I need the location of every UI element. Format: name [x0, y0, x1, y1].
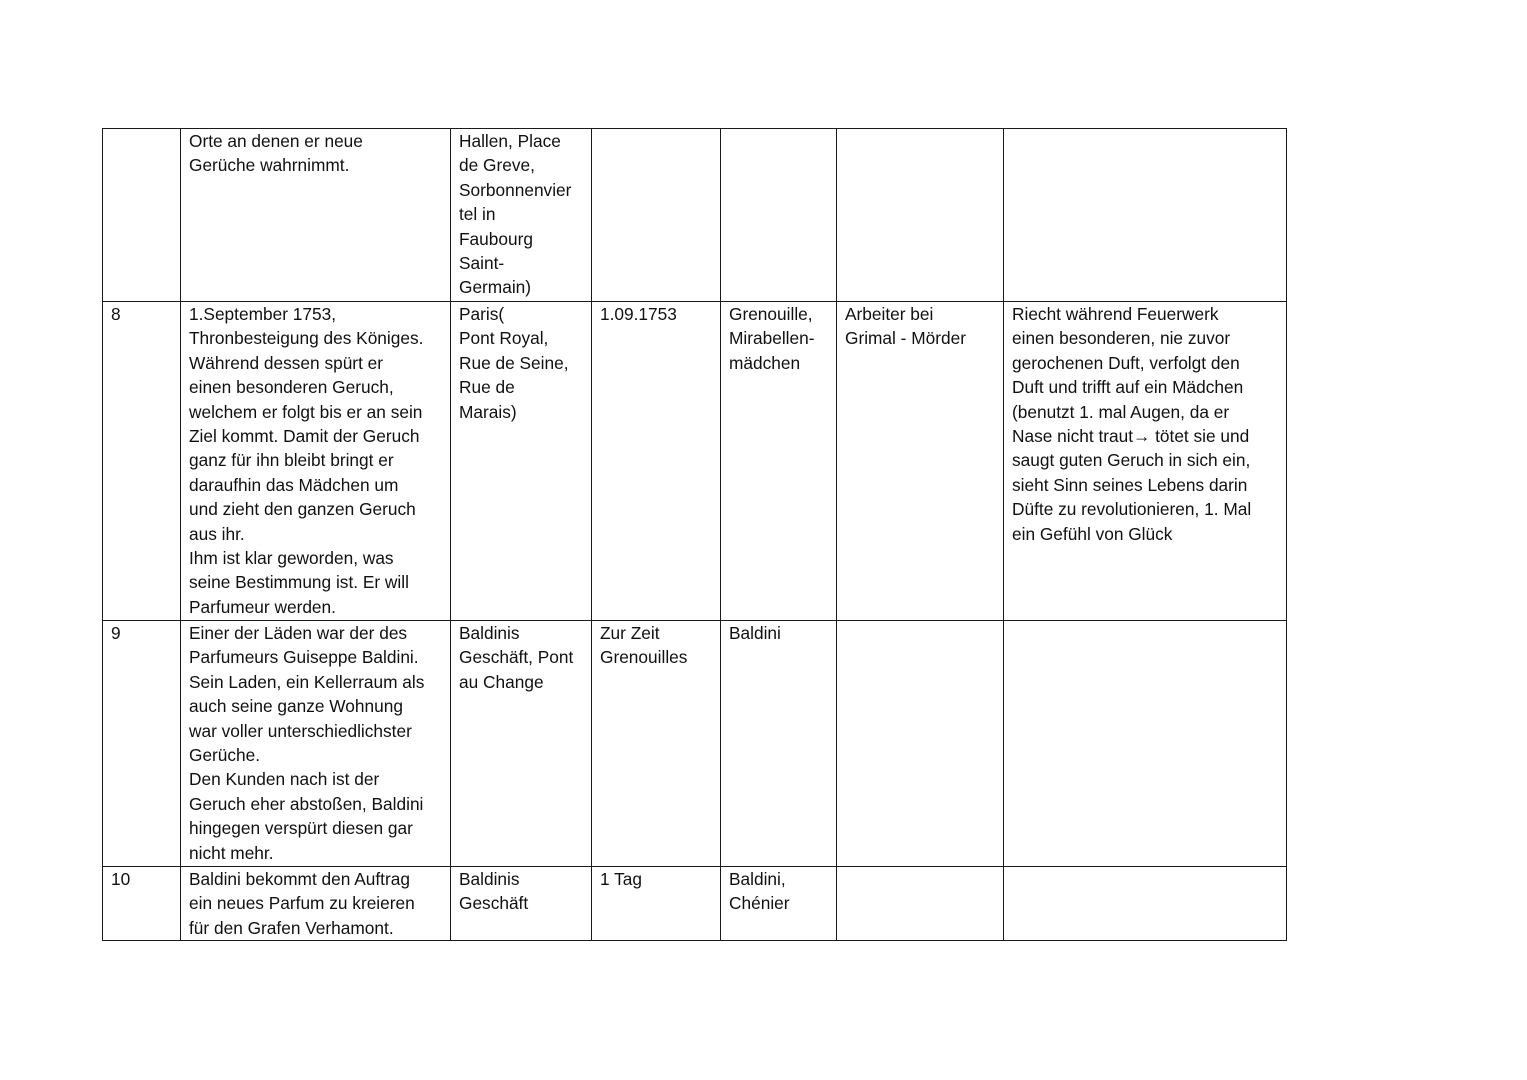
remarks-cell: Riecht während Feuerwerk einen besonderen, nie zuvor gerochenen Duft, verfolgt den Duft und trifft auf ein Mädchen (benutzt 1. mal Augen, da er Nase nicht traut→ tötet sie und saugt guten Geruch in sich ein, sieht Sinn seines Lebens darin Düfte zu revolutionieren, 1. Mal ein Gefühl von Glück: [1004, 302, 1287, 621]
time-cell: Zur Zeit Grenouilles: [592, 621, 721, 867]
location-cell: Hallen, Place de Greve, Sorbonnenvier tel in Faubourg Saint- Germain): [451, 129, 592, 302]
content-cell: 1.September 1753, Thronbesteigung des Königes. Während dessen spürt er einen besonderen Geruch, welchem er folgt bis er an sein Ziel kommt. Damit der Geruch ganz für ihn bleibt bringt er daraufhin das Mädchen um und zieht den ganzen Geruch aus ihr. Ihm ist klar geworden, was seine Bestimmung ist. Er will Parfumeur werden.: [181, 302, 451, 621]
table-row: [103, 302, 1287, 621]
location-cell: Baldinis Geschäft: [451, 867, 592, 941]
chapter-number-cell: 8: [103, 302, 181, 621]
chapter-number-cell: 10: [103, 867, 181, 941]
chapter-number-cell: [103, 129, 181, 302]
table-row: [103, 621, 1287, 867]
time-cell: 1.09.1753: [592, 302, 721, 621]
characters-cell: [721, 129, 837, 302]
role-cell: [837, 621, 1004, 867]
characters-cell: Grenouille, Mirabellen- mädchen: [721, 302, 837, 621]
content-cell: Einer der Läden war der des Parfumeurs Guiseppe Baldini. Sein Laden, ein Kellerraum als auch seine ganze Wohnung war voller unterschiedlichster Gerüche. Den Kunden nach ist der Geruch eher abstoßen, Baldini hingegen verspürt diesen gar nicht mehr.: [181, 621, 451, 867]
time-cell: 1 Tag: [592, 867, 721, 941]
role-cell: [837, 129, 1004, 302]
location-cell: Baldinis Geschäft, Pont au Change: [451, 621, 592, 867]
table-row: [103, 129, 1287, 302]
role-cell: [837, 867, 1004, 941]
content-cell: Baldini bekommt den Auftrag ein neues Parfum zu kreieren für den Grafen Verhamont.: [181, 867, 451, 941]
chapter-number-cell: 9: [103, 621, 181, 867]
content-cell: Orte an denen er neue Gerüche wahrnimmt.: [181, 129, 451, 302]
time-cell: [592, 129, 721, 302]
chapter-table: [102, 128, 1287, 941]
remarks-cell: [1004, 621, 1287, 867]
characters-cell: Baldini, Chénier: [721, 867, 837, 941]
table-row: [103, 867, 1287, 941]
characters-cell: Baldini: [721, 621, 837, 867]
location-cell: Paris( Pont Royal, Rue de Seine, Rue de Marais): [451, 302, 592, 621]
role-cell: Arbeiter bei Grimal - Mörder: [837, 302, 1004, 621]
remarks-cell: [1004, 867, 1287, 941]
remarks-cell: [1004, 129, 1287, 302]
